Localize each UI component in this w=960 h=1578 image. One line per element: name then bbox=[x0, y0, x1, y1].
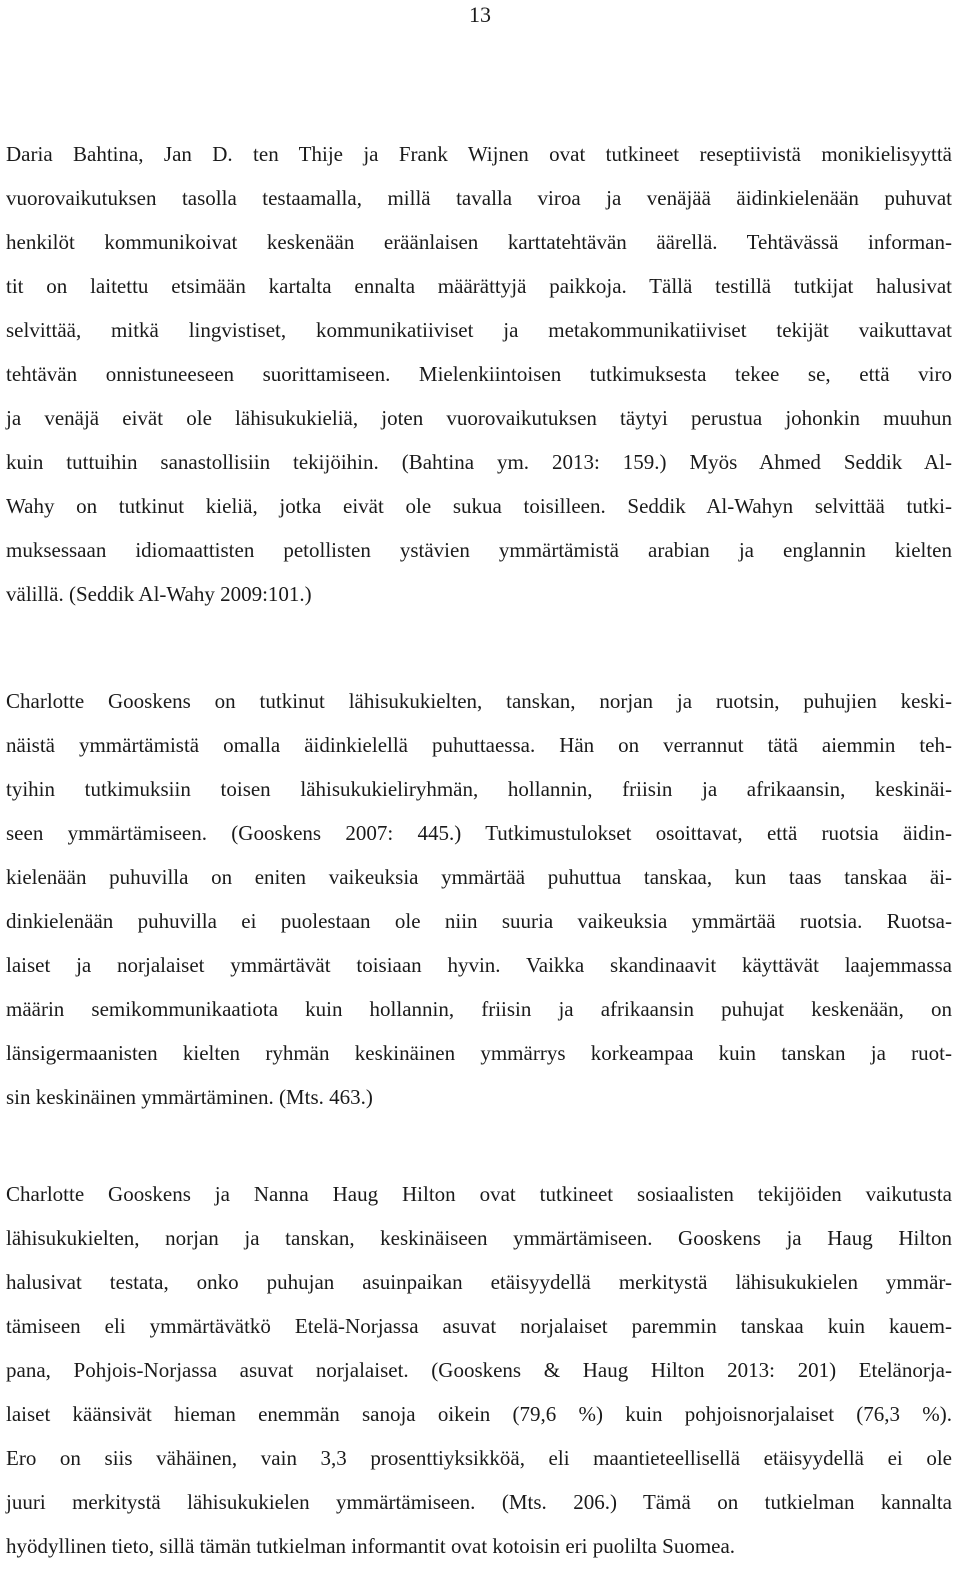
text-line: Ero on siis vähäinen, vain 3,3 prosenttiyksikköä, eli maantieteellisellä etäisyydellä ei ole bbox=[6, 1446, 952, 1470]
text-line: laiset käänsivät hieman enemmän sanoja oikein (79,6 %) kuin pohjoisnorjalaiset (76,3 %). bbox=[6, 1402, 952, 1426]
text-line: Charlotte Gooskens on tutkinut lähisukukielten, tanskan, norjan ja ruotsin, puhujien keski- bbox=[6, 689, 952, 713]
text-line: pana, Pohjois-Norjassa asuvat norjalaiset. (Gooskens & Haug Hilton 2013: 201) Etelänorja- bbox=[6, 1358, 952, 1382]
text-line: Wahy on tutkinut kieliä, jotka eivät ole sukua toisilleen. Seddik Al-Wahyn selvittää tutki- bbox=[6, 494, 952, 518]
text-line: seen ymmärtämiseen. (Gooskens 2007: 445.) Tutkimustulokset osoittavat, että ruotsia äidin- bbox=[6, 821, 952, 845]
text-line: laiset ja norjalaiset ymmärtävät toisiaan hyvin. Vaikka skandinaavit käyttävät laajemmassa bbox=[6, 953, 952, 977]
paragraph-gooskens-2007 bbox=[6, 679, 952, 1119]
text-line: halusivat testata, onko puhujan asuinpaikan etäisyydellä merkitystä lähisukukielen ymmär- bbox=[6, 1270, 952, 1294]
text-line: määrin semikommunikaatiota kuin hollannin, friisin ja afrikaansin puhujat keskenään, on bbox=[6, 997, 952, 1021]
text-line: muksessaan idiomaattisten petollisten ystävien ymmärtämistä arabian ja englannin kielten bbox=[6, 538, 952, 562]
text-line: tehtävän onnistuneeseen suorittamiseen. Mielenkiintoisen tutkimuksesta tekee se, että viro bbox=[6, 362, 952, 386]
text-line: tit on laitettu etsimään kartalta ennalta määrättyjä paikkoja. Tällä testillä tutkijat halusivat bbox=[6, 274, 952, 298]
text-line: tämiseen eli ymmärtävätkö Etelä-Norjassa asuvat norjalaiset paremmin tanskaa kuin kauem- bbox=[6, 1314, 952, 1338]
text-line: kielenään puhuvilla on eniten vaikeuksia ymmärtää puhuttua tanskaa, kun taas tanskaa äi- bbox=[6, 865, 952, 889]
text-line: tyihin tutkimuksiin toisen lähisukukieliryhmän, hollannin, friisin ja afrikaansin, keskinäi- bbox=[6, 777, 952, 801]
text-line: lähisukukielten, norjan ja tanskan, keskinäiseen ymmärtämiseen. Gooskens ja Haug Hilton bbox=[6, 1226, 952, 1250]
text-line: sin keskinäinen ymmärtäminen. (Mts. 463.) bbox=[6, 1085, 373, 1109]
text-line: vuorovaikutuksen tasolla testaamalla, millä tavalla viroa ja venäjää äidinkielenään puhuvat bbox=[6, 186, 952, 210]
paragraph-gooskens-hilton bbox=[6, 1172, 952, 1568]
text-line: hyödyllinen tieto, sillä tämän tutkielman informantit ovat kotoisin eri puolilta Suomea. bbox=[6, 1534, 736, 1558]
text-line: näistä ymmärtämistä omalla äidinkielellä puhuttaessa. Hän on verrannut tätä aiemmin teh- bbox=[6, 733, 952, 757]
text-line: länsigermaanisten kielten ryhmän keskinäinen ymmärrys korkeampaa kuin tanskan ja ruot- bbox=[6, 1041, 952, 1065]
paragraph-bahtina bbox=[6, 132, 952, 616]
text-line: kuin tuttuihin sanastollisiin tekijöihin. (Bahtina ym. 2013: 159.) Myös Ahmed Seddik Al- bbox=[6, 450, 952, 474]
text-line: selvittää, mitkä lingvistiset, kommunikatiiviset ja metakommunikatiiviset tekijät vaikuttavat bbox=[6, 318, 952, 342]
text-line: Charlotte Gooskens ja Nanna Haug Hilton ovat tutkineet sosiaalisten tekijöiden vaikutusta bbox=[6, 1182, 952, 1206]
page-number: 13 bbox=[469, 2, 491, 27]
text-line: välillä. (Seddik Al-Wahy 2009:101.) bbox=[6, 582, 312, 606]
text-line: juuri merkitystä lähisukukielen ymmärtämiseen. (Mts. 206.) Tämä on tutkielman kannalta bbox=[6, 1490, 952, 1514]
text-line: ja venäjä eivät ole lähisukukieliä, joten vuorovaikutuksen täytyi perustua johonkin muuhun bbox=[6, 406, 952, 430]
text-line: henkilöt kommunikoivat keskenään eräänlaisen karttatehtävän äärellä. Tehtävässä informan- bbox=[6, 230, 952, 254]
text-line: dinkielenään puhuvilla ei puolestaan ole niin suuria vaikeuksia ymmärtää ruotsia. Ruotsa- bbox=[6, 909, 952, 933]
text-line: Daria Bahtina, Jan D. ten Thije ja Frank Wijnen ovat tutkineet reseptiivistä monikielisyyttä bbox=[6, 142, 952, 166]
